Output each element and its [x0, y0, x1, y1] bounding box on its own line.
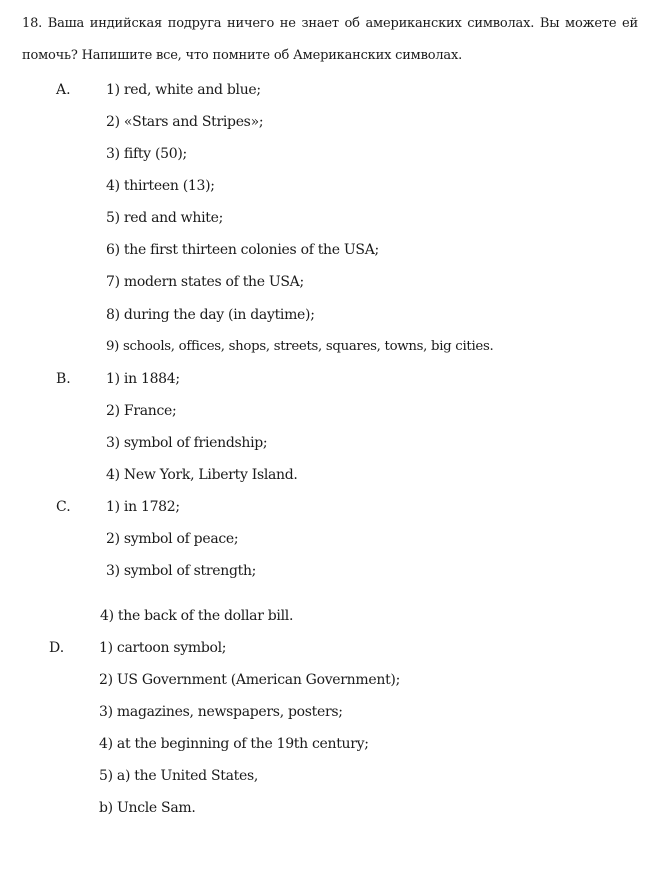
answer-line: 6) the first thirteen colonies of the USA; — [106, 242, 379, 258]
answer-line: 2) symbol of peace; — [106, 531, 239, 547]
answer-line: 3) fifty (50); — [106, 146, 187, 162]
answer-line: 5) red and white; — [106, 210, 223, 226]
answer-line: 3) symbol of strength; — [106, 563, 257, 579]
answer-line: 1) red, white and blue; — [106, 82, 261, 98]
section-letter: B. — [56, 371, 71, 387]
answer-line: 4) thirteen (13); — [106, 178, 215, 194]
answer-line: 2) France; — [106, 403, 177, 419]
answer-line: 1) cartoon symbol; — [99, 640, 227, 656]
answer-line: 1) in 1884; — [106, 371, 180, 387]
question-text: 18. Ваша индийская подруга ничего не знает об американских символах. Вы можете ей помочь? Напишите все, что помните об Американских символах. — [22, 16, 638, 63]
section-letter: C. — [56, 499, 71, 515]
section-letter: A. — [56, 82, 71, 98]
answer-line: 4) New York, Liberty Island. — [106, 467, 298, 483]
answer-line: 1) in 1782; — [106, 499, 180, 515]
answer-line: 4) the back of the dollar bill. — [100, 608, 294, 624]
answer-line: 8) during the day (in daytime); — [106, 307, 315, 323]
answer-line: 3) magazines, newspapers, posters; — [99, 704, 343, 720]
answer-line: b) Uncle Sam. — [99, 800, 196, 816]
answer-line: 2) «Stars and Stripes»; — [106, 114, 264, 130]
answer-line: 7) modern states of the USA; — [106, 274, 304, 290]
answer-line: 9) schools, offices, shops, streets, squares, towns, big cities. — [106, 339, 494, 354]
answer-line: 3) symbol of friendship; — [106, 435, 268, 451]
answer-line: 4) at the beginning of the 19th century; — [99, 736, 369, 752]
section-letter: D. — [49, 640, 65, 656]
answer-line: 5) a) the United States, — [99, 768, 258, 784]
answer-line: 2) US Government (American Government); — [99, 672, 400, 688]
